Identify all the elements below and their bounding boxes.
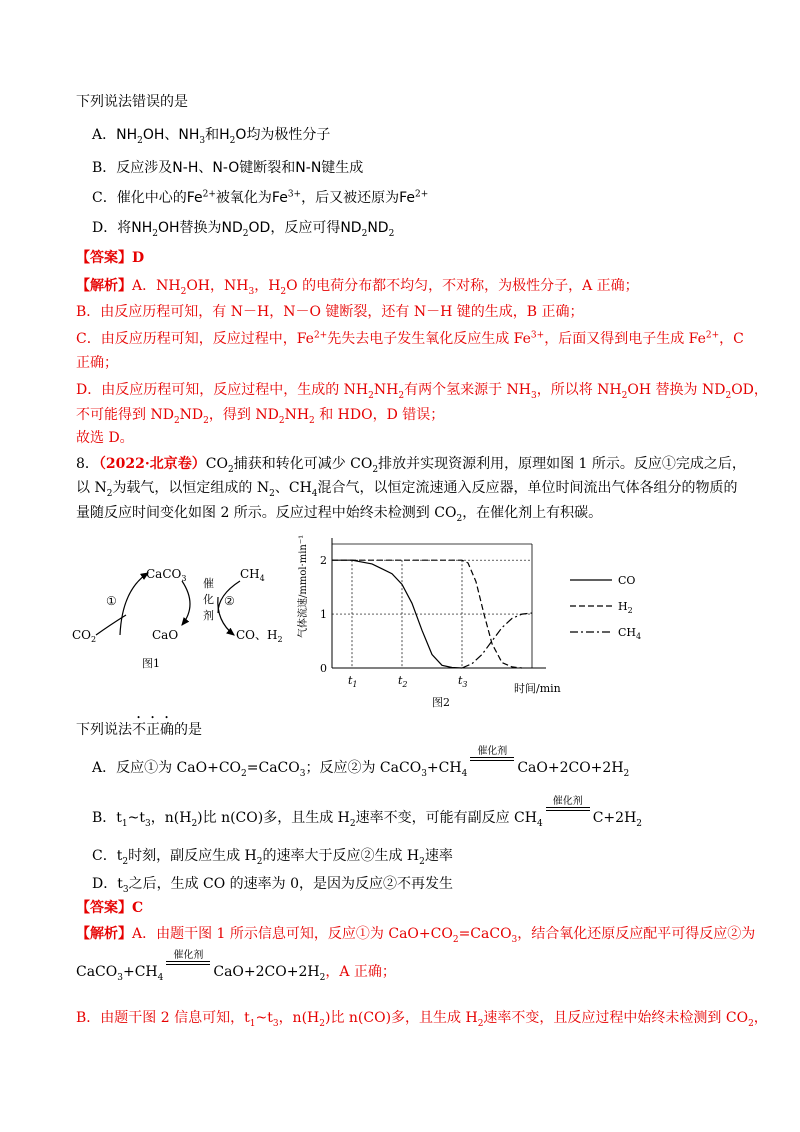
x-tick-label: $t_1$ <box>348 674 358 689</box>
fig1-products-label: CO、$H_2$ <box>236 628 283 644</box>
q8-paragraph-line1: 8．（2022·北京卷）$CO_2$捕获和转化可减少 $CO_2$排放并实现资源利用，原理如图 1 所示。反应①完成之后， <box>76 456 746 475</box>
fig1-arrow-1 <box>120 573 148 635</box>
figure-1-cycle-diagram <box>70 555 285 675</box>
q7-stem: 下列说法错误的是 <box>76 94 188 110</box>
q7-analysis-line3: C．由反应历程可知，反应过程中，$Fe^{2+}$先失去电子发生氧化反应生成 $Fe^{3+}$，后面又得到电子生成 $Fe^{2+}$，C <box>76 330 744 347</box>
q8-paragraph-line3: 量随反应时间变化如图 2 所示。反应过程中始终未检测到 $CO_2$，在催化剂上有积碳。 <box>76 505 603 524</box>
q7-analysis-line2: B．由反应历程可知，有 N－H，N－O 键断裂，还有 N－H 键的生成，B 正确； <box>76 304 584 320</box>
fig1-caption: 图1 <box>142 657 160 670</box>
chart-plot-area <box>296 535 641 708</box>
q8-option-a: A．反应①为 $CaO+CO_2=CaCO_3$；反应②为 $CaCO_3+CH_4$ 催化剂 $CaO+2CO+2H_2$ <box>92 746 630 779</box>
legend-label-co: CO <box>618 574 636 587</box>
q8-analysis-line1: 【解析】A．由题干图 1 所示信息可知，反应①为 $CaO+CO_2=CaCO_3$，结合氧化还原反应配平可得反应②为 <box>76 926 756 945</box>
legend-label-ch4: $CH_4$ <box>618 626 642 641</box>
fig1-catalyst-3: 剂 <box>203 609 214 622</box>
fig1-catalyst-1: 催 <box>203 577 214 590</box>
q7-option-a: A．$NH_2OH$、$NH_3$和$H_2O$均为极性分子 <box>92 127 331 146</box>
series-ch4 <box>462 613 532 668</box>
fig1-circle-2: ② <box>224 594 235 608</box>
q7-answer: 【答案】D <box>76 250 145 266</box>
x-tick-label: $t_2$ <box>398 674 408 689</box>
fig1-cao-label: CaO <box>152 628 179 642</box>
q8-analysis-line2: $CaCO_3+CH_4$ 催化剂 $CaO+2CO+2H_2$，A 正确； <box>76 950 396 983</box>
fig1-caco3-label: CaCO$_3$ <box>146 567 187 583</box>
y-tick-label: 2 <box>320 554 327 568</box>
x-tick-label: $t_3$ <box>458 674 468 689</box>
q7-option-b: B．反应涉及N-H、N-O键断裂和N-N键生成 <box>92 160 364 176</box>
fig1-ch4-label: $CH_4$ <box>240 567 265 583</box>
fig1-circle-1: ① <box>106 594 117 608</box>
chart-caption: 图2 <box>432 696 450 708</box>
q8-analysis-line3: B．由题干图 2 信息可知，$t_1\sim t_3$，$n(H_2)$比 n(CO)多，且生成 $H_2$速率不变，且反应过程中始终未检测到 $CO_2$， <box>76 1010 768 1029</box>
q7-analysis-line4: 正确； <box>76 355 118 371</box>
q8-answer: 【答案】C <box>76 900 144 916</box>
y-tick-label: 1 <box>320 608 327 622</box>
q7-analysis-line6: 不可能得到 $ND_2ND_2$，得到 $ND_2NH_2$ 和 HDO，D 错误； <box>76 407 445 426</box>
q7-analysis-line5: D．由反应历程可知，反应过程中，生成的 $NH_2NH_2$有两个氢来源于 $NH_3$，所以将 $NH_2OH$ 替换为 $ND_2OD$， <box>76 382 768 401</box>
q7-analysis-line7: 故选 D。 <box>76 430 134 446</box>
fig1-co2-label: $CO_2$ <box>72 628 97 644</box>
q8-stem-emphasis: 不正确 <box>132 722 174 738</box>
fig1-arrow-1-tail <box>96 615 126 635</box>
q8-paragraph-line2: 以 $N_2$为载气，以恒定组成的 $N_2$、$CH_4$混合气，以恒定流速通入反应器，单位时间流出气体各组分的物质的 <box>76 480 738 499</box>
q8-source: （2022·北京卷） <box>98 456 206 472</box>
q8-option-c: C．$t_2$时刻，副反应生成 $H_2$的速率大于反应②生成 $H_2$速率 <box>92 848 453 867</box>
x-axis-label: 时间/min <box>514 682 561 695</box>
q8-stem: 下列说法不正确的是 <box>76 722 202 738</box>
q7-option-d: D．将$NH_2OH$替换为$ND_2OD$，反应可得$ND_2ND_2$ <box>92 220 395 239</box>
fig1-catalyst-2: 化 <box>203 593 214 606</box>
q8-optA-catalyst: 催化剂 <box>470 746 514 761</box>
y-axis-label: 气体流速/mmol·min⁻¹ <box>298 534 309 638</box>
fig1-arrow-2-left <box>182 581 190 625</box>
q8-analysis-catalyst: 催化剂 <box>166 950 210 965</box>
figure-2-chart <box>292 528 662 708</box>
q7-analysis-line1: 【解析】A．$NH_2OH$，$NH_3$，$H_2O$ 的电荷分布都不均匀，不对称，为极性分子，A 正确； <box>76 278 639 297</box>
q8-optB-catalyst: 催化剂 <box>546 796 590 811</box>
legend-label-h2: $H_2$ <box>618 600 633 615</box>
q7-option-c: C．催化中心的$Fe^{2+}$被氧化为$Fe^{3+}$，后又被还原为$Fe^{2+}$ <box>92 189 429 206</box>
q8-option-b: B．$t_1\sim t_3$，$n(H_2)$比 n(CO)多，且生成 $H_2$速率不变，可能有副反应 $CH_4$ 催化剂 $C+2H_2$ <box>92 796 643 829</box>
q8-option-d: D．$t_3$之后，生成 CO 的速率为 0，是因为反应②不再发生 <box>92 876 454 895</box>
y-tick-label: 0 <box>320 662 327 675</box>
